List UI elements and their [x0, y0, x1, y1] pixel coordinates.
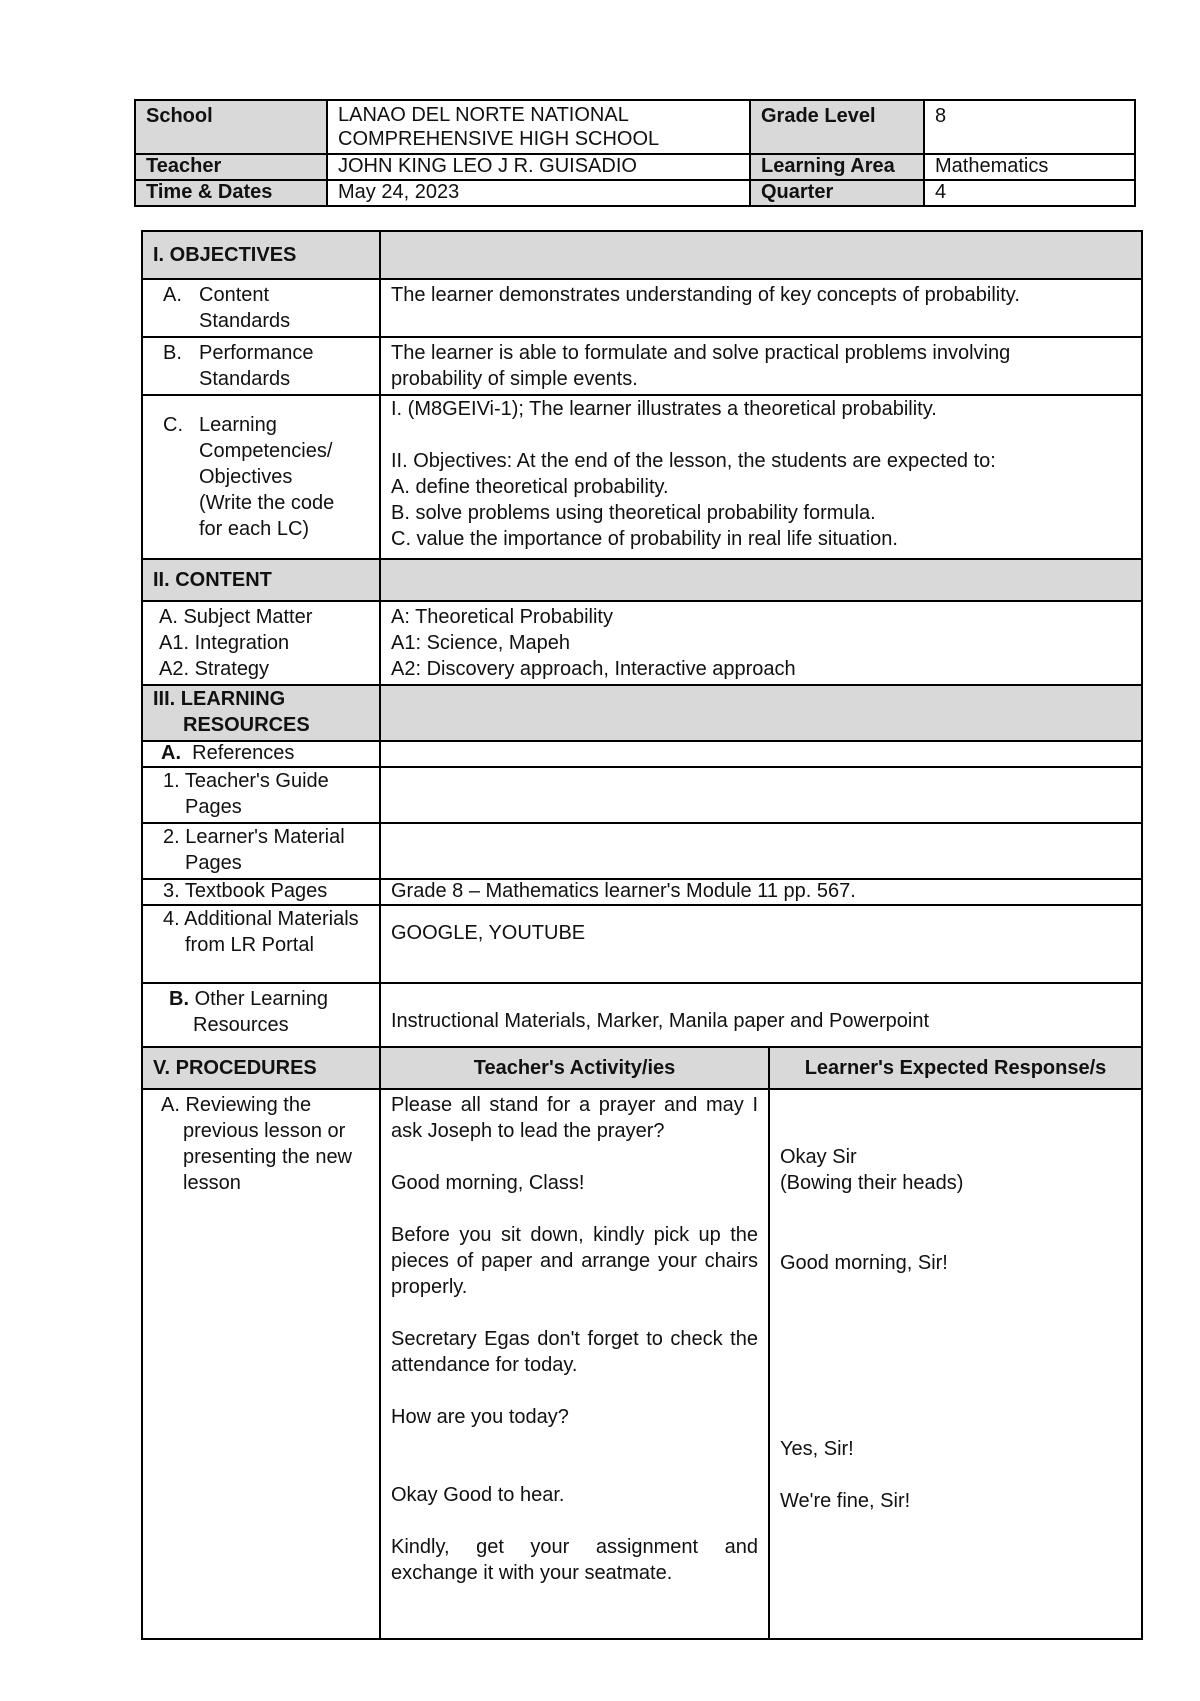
objective-a: A. define theoretical probability. — [391, 476, 669, 498]
learner-line-okay: Okay Sir — [780, 1146, 857, 1168]
competencies-text — [380, 395, 1142, 559]
resources-heading-1: III. LEARNING — [153, 688, 286, 710]
learner-responses — [769, 1089, 1142, 1639]
content-standards-label — [142, 279, 380, 337]
performance-standards-text-1: The learner is able to formulate and solve practical problems involving — [391, 342, 1011, 364]
performance-standards-text-2: probability of simple events. — [391, 368, 638, 390]
strategy-label: A2. Strategy — [159, 658, 270, 680]
dates-label: Time & Dates — [135, 180, 327, 206]
content-heading-fill — [380, 559, 1142, 601]
integration-value: A1: Science, Mapeh — [391, 632, 570, 654]
textbook-value: Grade 8 – Mathematics learner's Module 11 pp. 567. — [380, 879, 1142, 905]
content-heading: II. CONTENT — [142, 559, 380, 601]
quarter-label: Quarter — [750, 180, 924, 206]
grade-level-value: 8 — [924, 100, 1135, 154]
teacher-activity-header: Teacher's Activity/ies — [380, 1047, 769, 1089]
teachers-guide-value — [380, 767, 1142, 823]
integration-label: A1. Integration — [159, 632, 290, 654]
objective-b: B. solve problems using theoretical probability formula. — [391, 502, 876, 524]
performance-standards-letter: B. — [163, 342, 182, 364]
competencies-label-1: Learning — [199, 414, 277, 436]
competencies-letter: C. — [163, 414, 183, 436]
school-label: School — [135, 100, 327, 154]
quarter-value: 4 — [924, 180, 1135, 206]
performance-standards-label-1: Performance — [199, 342, 314, 364]
subject-matter-value: A: Theoretical Probability — [391, 606, 613, 628]
competencies-label-3: Objectives — [199, 466, 293, 488]
other-resources-letter: B. — [169, 988, 189, 1010]
content-values — [380, 601, 1142, 685]
competencies-label-2: Competencies/ — [199, 440, 333, 462]
content-standards-label-1: Content — [199, 284, 270, 306]
learner-response-header: Learner's Expected Response/s — [769, 1047, 1142, 1089]
competency-code: I. (M8GEIVi-1); The learner illustrates a theoretical probability. — [391, 398, 937, 420]
objectives-intro: II. Objectives: At the end of the lesson, the students are expected to: — [391, 450, 996, 472]
additional-materials-value: GOOGLE, YOUTUBE — [380, 905, 1142, 983]
learning-area-label: Learning Area — [750, 154, 924, 180]
references-label — [142, 741, 380, 767]
objectives-heading-fill — [380, 231, 1142, 279]
strategy-value: A2: Discovery approach, Interactive approach — [391, 658, 796, 680]
performance-standards-label — [142, 337, 380, 395]
competencies-label-4: (Write the code — [199, 492, 335, 514]
teacher-activities — [380, 1089, 769, 1639]
teacher-label: Teacher — [135, 154, 327, 180]
learner-line-fine: We're fine, Sir! — [780, 1490, 911, 1512]
teacher-line-assignment: Kindly, get your assignment and exchange it with your seatmate. — [391, 1536, 758, 1584]
teacher-line-greeting: Good morning, Class! — [391, 1172, 585, 1194]
teacher-line-good-to-hear: Okay Good to hear. — [391, 1484, 565, 1506]
teacher-line-prayer: Please all stand for a prayer and may I ask Joseph to lead the prayer? — [391, 1094, 758, 1142]
subject-matter-label: A. Subject Matter — [159, 606, 313, 628]
objectives-heading: I. OBJECTIVES — [142, 231, 380, 279]
other-resources-text: Other Learning Resources — [193, 988, 328, 1036]
resources-heading-2: RESOURCES — [183, 714, 310, 736]
competencies-label-5: for each LC) — [199, 518, 310, 540]
references-value — [380, 741, 1142, 767]
references-text: References — [192, 742, 295, 764]
objective-c: C. value the importance of probability in real life situation. — [391, 528, 898, 550]
textbook-label: 3. Textbook Pages — [142, 879, 380, 905]
school-line-2: COMPREHENSIVE HIGH SCHOOL — [338, 128, 660, 150]
content-labels — [142, 601, 380, 685]
procedure-step-a-text: A. Reviewing the previous lesson or presenting the new lesson — [161, 1094, 353, 1194]
teacher-line-how-are-you: How are you today? — [391, 1406, 569, 1428]
procedures-heading: V. PROCEDURES — [142, 1047, 380, 1089]
learners-material-label: 2. Learner's Material Pages — [142, 823, 380, 879]
performance-standards-label-2: Standards — [199, 368, 291, 390]
learner-line-yes: Yes, Sir! — [780, 1438, 854, 1460]
content-standards-text: The learner demonstrates understanding of key concepts of probability. — [380, 279, 1142, 337]
content-standards-label-2: Standards — [199, 310, 291, 332]
teacher-value: JOHN KING LEO J R. GUISADIO — [327, 154, 750, 180]
header-table — [134, 99, 1136, 207]
grade-level-label: Grade Level — [750, 100, 924, 154]
references-letter: A. — [161, 742, 181, 764]
learners-material-value — [380, 823, 1142, 879]
competencies-label — [142, 395, 380, 559]
school-value — [327, 100, 750, 154]
dates-value: May 24, 2023 — [327, 180, 750, 206]
other-resources-value: Instructional Materials, Marker, Manila paper and Powerpoint — [380, 983, 1142, 1047]
learning-area-value: Mathematics — [924, 154, 1135, 180]
teacher-line-arrange: Before you sit down, kindly pick up the pieces of paper and arrange your chairs properly. — [391, 1224, 758, 1298]
lesson-plan-table — [141, 230, 1143, 1640]
resources-heading-fill — [380, 685, 1142, 741]
other-resources-label — [142, 983, 380, 1047]
additional-materials-label: 4. Additional Materials from LR Portal — [142, 905, 380, 983]
learner-line-greeting: Good morning, Sir! — [780, 1252, 948, 1274]
learner-line-bowing: (Bowing their heads) — [780, 1172, 964, 1194]
content-standards-letter: A. — [163, 284, 182, 306]
teacher-line-attendance: Secretary Egas don't forget to check the attendance for today. — [391, 1328, 758, 1376]
procedure-step-a — [142, 1089, 380, 1639]
school-line-1: LANAO DEL NORTE NATIONAL — [338, 104, 629, 126]
resources-heading — [142, 685, 380, 741]
teachers-guide-label: 1. Teacher's Guide Pages — [142, 767, 380, 823]
performance-standards-text — [380, 337, 1142, 395]
